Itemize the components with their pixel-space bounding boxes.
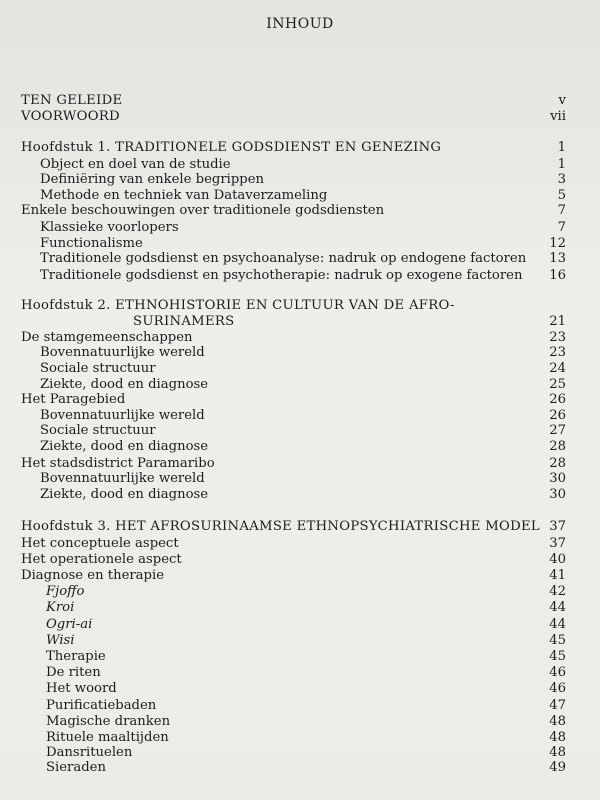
toc-page-number: 48 [549,745,566,760]
toc-entry [0,109,600,125]
toc-entry-title: Het woord [46,681,117,696]
toc-entry [0,268,600,284]
toc-entry [0,536,600,552]
toc-page-number: 42 [549,584,566,599]
toc-entry-title: Magische dranken [46,714,171,729]
toc-page-number: 16 [549,268,566,283]
toc-entry-title: Bovennatuurlijke wereld [40,345,205,360]
toc-page-number: 28 [549,456,566,471]
toc-entry [0,681,600,697]
toc-entry-title: Object en doel van de studie [40,157,231,172]
toc-page-number: 41 [549,568,566,583]
toc-page-number: 46 [549,665,566,680]
toc-entry [0,617,600,633]
toc-entry-title: Sociale structuur [40,423,156,438]
toc-entry-title: Definiëring van enkele begrippen [40,172,265,187]
toc-entry-title: TEN GELEIDE [21,93,123,108]
toc-entry-title: Fjoffo [46,584,85,599]
toc-entry [0,172,600,188]
toc-entry [0,423,600,439]
toc-entry [0,439,600,455]
toc-entry [0,649,600,665]
toc-entry [0,487,600,503]
toc-page-number: 25 [549,377,566,392]
toc-entry-title: Traditionele godsdienst en psychoanalyse: nadruk op endogene factoren [40,251,527,266]
toc-entry-title: Ogri-ai [46,617,93,632]
toc-entry [0,157,600,173]
toc-entry [0,345,600,361]
toc-entry-title: Rituele maaltijden [46,730,169,745]
toc-page-number: 45 [549,649,566,664]
toc-entry-title: Dansrituelen [46,745,133,760]
toc-entry-title: Ziekte, dood en diagnose [40,487,209,502]
toc-entry [0,140,600,156]
toc-entry [0,552,600,568]
toc-page-number: 23 [549,330,566,345]
toc-entry [0,730,600,746]
toc-entry-title: Kroi [46,600,75,615]
toc-page-number: 1 [557,140,566,155]
toc-entry-title: Diagnose en therapie [21,568,165,583]
toc-entry [0,665,600,681]
toc-page-number: 30 [549,487,566,502]
toc-entry-title: Bovennatuurlijke wereld [40,408,205,423]
toc-entry [0,471,600,487]
toc-page-number: v [558,93,566,108]
toc-entry [0,203,600,219]
toc-entry-title: SURINAMERS [133,314,235,329]
toc-entry [0,251,600,267]
toc-entry-title: VOORWOORD [21,109,120,124]
toc-entry-title: Hoofdstuk 1. TRADITIONELE GODSDIENST EN GENEZING [21,140,442,155]
toc-entry [0,298,600,314]
toc-page-number: 44 [549,617,566,632]
toc-entry-title: Therapie [46,649,106,664]
toc-entry-title: Het stadsdistrict Paramaribo [21,456,215,471]
toc-entry-title: Purificatiebaden [46,698,157,713]
toc-entry-title: Het operationele aspect [21,552,182,567]
toc-page-number: 26 [549,408,566,423]
toc-page-number: 13 [549,251,566,266]
toc-entry-title: Traditionele godsdienst en psychotherapie: nadruk op exogene factoren [40,268,523,283]
toc-entry [0,760,600,776]
toc-entry [0,220,600,236]
toc-entry-title: Klassieke voorlopers [40,220,179,235]
toc-page-number: 49 [549,760,566,775]
toc-entry [0,698,600,714]
toc-page-number: 37 [549,519,566,534]
toc-entry [0,236,600,252]
toc-entry-title: De riten [46,665,101,680]
page-title: INHOUD [266,16,334,32]
toc-entry-title: Sociale structuur [40,361,156,376]
toc-page-number: 28 [549,439,566,454]
toc-entry-title: Functionalisme [40,236,143,251]
toc-entry-title: De stamgemeenschappen [21,330,193,345]
toc-page-number: 26 [549,392,566,407]
toc-entry-title: Het conceptuele aspect [21,536,179,551]
toc-entry-title: Ziekte, dood en diagnose [40,439,209,454]
toc-entry-title: Wisi [46,633,75,648]
toc-entry [0,93,600,109]
toc-entry-title: Enkele beschouwingen over traditionele godsdiensten [21,203,385,218]
toc-page-number: 37 [549,536,566,551]
toc-entry [0,188,600,204]
toc-entry-title: Ziekte, dood en diagnose [40,377,209,392]
toc-entry [0,600,600,616]
toc-page-number: 1 [557,157,566,172]
toc-entry-title: Hoofdstuk 3. HET AFROSURINAAMSE ETHNOPSYCHIATRISCHE MODEL [21,519,540,534]
toc-entry [0,745,600,761]
toc-page-number: 12 [549,236,566,251]
toc-entry [0,330,600,346]
toc-page-number: 45 [549,633,566,648]
toc-page-number: 24 [549,361,566,376]
toc-entry [0,314,600,330]
toc-entry-title: Het Paragebied [21,392,126,407]
toc-page-number: 48 [549,730,566,745]
toc-entry [0,377,600,393]
toc-page-number: 7 [557,203,566,218]
toc-entry [0,714,600,730]
toc-page-number: 47 [549,698,566,713]
toc-entry-title: Hoofdstuk 2. ETHNOHISTORIE EN CULTUUR VAN DE AFRO- [21,298,455,313]
toc-entry-title: Methode en techniek van Dataverzameling [40,188,328,203]
toc-entry [0,408,600,424]
toc-entry [0,392,600,408]
toc-entry [0,584,600,600]
toc-page-number: 30 [549,471,566,486]
toc-entry [0,568,600,584]
toc-page-number: 7 [557,220,566,235]
toc-page-number: vii [550,109,566,124]
toc-entry-title: Bovennatuurlijke wereld [40,471,205,486]
toc-page-number: 46 [549,681,566,696]
toc-page-number: 40 [549,552,566,567]
toc-page-number: 21 [549,314,566,329]
toc-page-number: 27 [549,423,566,438]
toc-page-number: 23 [549,345,566,360]
toc-entry [0,519,600,535]
toc-page-number: 5 [557,188,566,203]
toc-page-number: 3 [557,172,566,187]
toc-entry [0,633,600,649]
toc-entry [0,361,600,377]
toc-entry-title: Sieraden [46,760,106,775]
toc-page-number: 44 [549,600,566,615]
toc-entry [0,456,600,472]
toc-page-number: 48 [549,714,566,729]
